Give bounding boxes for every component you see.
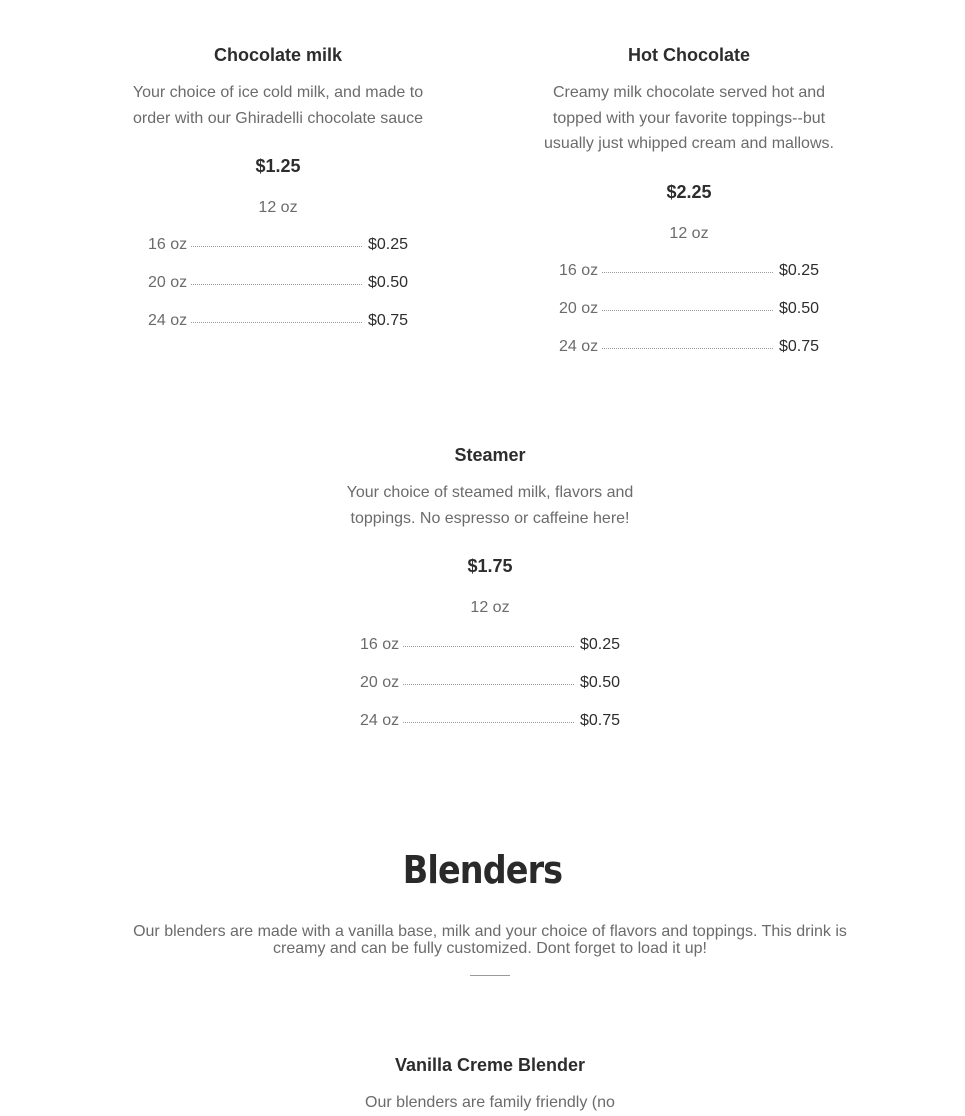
dot-leader xyxy=(191,246,362,247)
item-base-size: 12 oz xyxy=(470,599,510,616)
menu-item-vanilla-creme-blender xyxy=(330,1054,650,1116)
item-base-size: 12 oz xyxy=(669,224,709,242)
size-price: $0.25 xyxy=(778,261,819,279)
size-option xyxy=(360,674,620,712)
section-divider xyxy=(470,975,510,976)
dot-leader xyxy=(191,284,362,285)
size-option xyxy=(148,312,408,350)
size-option xyxy=(559,262,819,300)
item-description: Your choice of ice cold milk, and made to order with our Ghiradelli chocolate sauce xyxy=(132,84,424,127)
size-options xyxy=(330,636,650,750)
size-label: 16 oz xyxy=(360,636,400,653)
menu-item-hot-chocolate xyxy=(529,44,849,376)
item-description: Your choice of steamed milk, flavors and toppings. No espresso or caffeine here! xyxy=(346,484,634,527)
size-option xyxy=(148,236,408,274)
size-label: 20 oz xyxy=(559,299,599,317)
menu-item-chocolate-milk xyxy=(118,44,438,350)
section-title-blenders: Blenders xyxy=(402,848,563,892)
size-label: 20 oz xyxy=(360,674,400,691)
item-description: Our blenders are family friendly (no xyxy=(365,1094,615,1111)
size-option xyxy=(148,274,408,312)
size-option xyxy=(559,300,819,338)
item-title: Hot Chocolate xyxy=(627,45,750,65)
size-label: 24 oz xyxy=(559,337,599,355)
dot-leader xyxy=(602,348,773,349)
item-price: $2.25 xyxy=(666,181,712,202)
item-title: Steamer xyxy=(454,445,526,465)
dot-leader xyxy=(602,310,773,311)
menu-item-steamer xyxy=(330,444,650,750)
size-price: $0.75 xyxy=(579,712,620,729)
size-label: 24 oz xyxy=(360,712,400,729)
dot-leader xyxy=(602,272,773,273)
dot-leader xyxy=(403,722,574,723)
size-price: $0.50 xyxy=(579,674,620,691)
size-label: 20 oz xyxy=(148,274,188,291)
size-label: 24 oz xyxy=(148,312,188,329)
size-options xyxy=(529,262,849,376)
size-price: $0.50 xyxy=(367,274,408,291)
size-price: $0.25 xyxy=(367,236,408,253)
size-label: 16 oz xyxy=(148,236,188,253)
dot-leader xyxy=(403,646,574,647)
item-description: Creamy milk chocolate served hot and topped with your favorite toppings--but usually just whipped cream and mallows. xyxy=(544,84,834,152)
size-option xyxy=(360,712,620,750)
dot-leader xyxy=(191,322,362,323)
item-title: Chocolate milk xyxy=(213,45,343,65)
item-price: $1.25 xyxy=(255,156,301,176)
size-options xyxy=(118,236,438,350)
item-price: $1.75 xyxy=(467,556,513,576)
size-option xyxy=(360,636,620,674)
size-option xyxy=(559,338,819,376)
size-price: $0.50 xyxy=(778,299,819,317)
size-price: $0.25 xyxy=(579,636,620,653)
size-label: 16 oz xyxy=(559,261,599,279)
size-price: $0.75 xyxy=(778,337,819,355)
section-description: Our blenders are made with a vanilla base, milk and your choice of flavors and toppings. This drink is creamy and can be fully customized. Dont forget to load it up! xyxy=(133,923,847,957)
item-base-size: 12 oz xyxy=(258,199,298,216)
dot-leader xyxy=(403,684,574,685)
size-price: $0.75 xyxy=(367,312,408,329)
item-title: Vanilla Creme Blender xyxy=(394,1055,586,1075)
